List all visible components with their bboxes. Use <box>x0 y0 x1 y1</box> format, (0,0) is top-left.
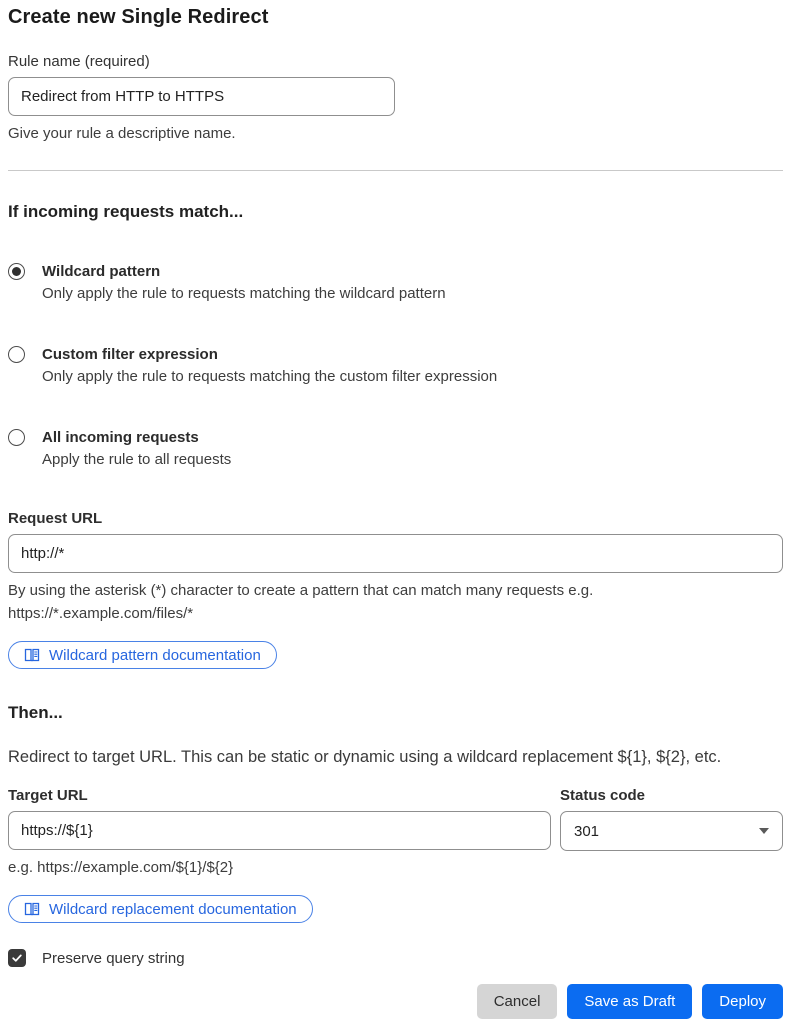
form-actions <box>8 984 783 1019</box>
radio-label: All incoming requests <box>42 429 199 446</box>
open-book-icon <box>24 647 40 663</box>
target-status-row <box>8 767 783 879</box>
page-title: Create new Single Redirect <box>8 6 269 28</box>
match-section-heading: If incoming requests match... <box>8 202 244 221</box>
rule-name-input[interactable] <box>8 77 395 116</box>
radio-description: Only apply the rule to requests matching the custom filter expression <box>42 368 498 385</box>
wildcard-pattern-documentation-button[interactable] <box>8 641 277 669</box>
cancel-button[interactable]: Cancel <box>477 984 558 1019</box>
request-url-helper: By using the asterisk (*) character to create a pattern that can match many requests e.g. https://*.example.com/files/* <box>8 582 594 622</box>
radio-button-icon[interactable] <box>8 263 25 280</box>
radio-button-icon[interactable] <box>8 429 25 446</box>
status-code-label: Status code <box>560 787 646 804</box>
rule-name-label: Rule name (required) <box>8 53 150 70</box>
request-url-input[interactable] <box>8 534 783 573</box>
checkmark-icon <box>11 952 23 964</box>
open-book-icon <box>24 901 40 917</box>
deploy-button[interactable]: Deploy <box>702 984 783 1019</box>
radio-description: Apply the rule to all requests <box>42 451 232 468</box>
status-code-select[interactable] <box>560 811 783 851</box>
doc-button-label: Wildcard replacement documentation <box>49 900 297 918</box>
target-url-input[interactable] <box>8 811 551 850</box>
status-code-value: 301 <box>574 822 600 840</box>
then-section-heading: Then... <box>8 703 63 722</box>
radio-description: Only apply the rule to requests matching the wildcard pattern <box>42 285 446 302</box>
wildcard-replacement-documentation-button[interactable] <box>8 895 313 923</box>
radio-option-wildcard-pattern[interactable] <box>8 261 783 305</box>
radio-label: Wildcard pattern <box>42 263 161 280</box>
preserve-query-string-option[interactable] <box>8 949 783 967</box>
target-url-helper: e.g. https://example.com/${1}/${2} <box>8 859 234 876</box>
preserve-query-string-label: Preserve query string <box>42 949 185 967</box>
target-url-label: Target URL <box>8 787 88 804</box>
section-divider <box>8 170 783 171</box>
save-as-draft-button[interactable]: Save as Draft <box>567 984 692 1019</box>
doc-button-label: Wildcard pattern documentation <box>49 646 261 664</box>
radio-option-all-incoming-requests[interactable] <box>8 427 783 471</box>
rule-name-helper: Give your rule a descriptive name. <box>8 125 236 142</box>
chevron-down-icon <box>759 828 769 834</box>
request-url-label: Request URL <box>8 510 103 527</box>
then-description: Redirect to target URL. This can be static or dynamic using a wildcard replacement ${1}, ${2}, etc. <box>8 748 722 766</box>
radio-option-custom-filter-expression[interactable] <box>8 344 783 388</box>
radio-button-icon[interactable] <box>8 346 25 363</box>
checkbox-checked-icon[interactable] <box>8 949 26 967</box>
radio-selected-dot <box>12 267 21 276</box>
radio-label: Custom filter expression <box>42 346 218 363</box>
